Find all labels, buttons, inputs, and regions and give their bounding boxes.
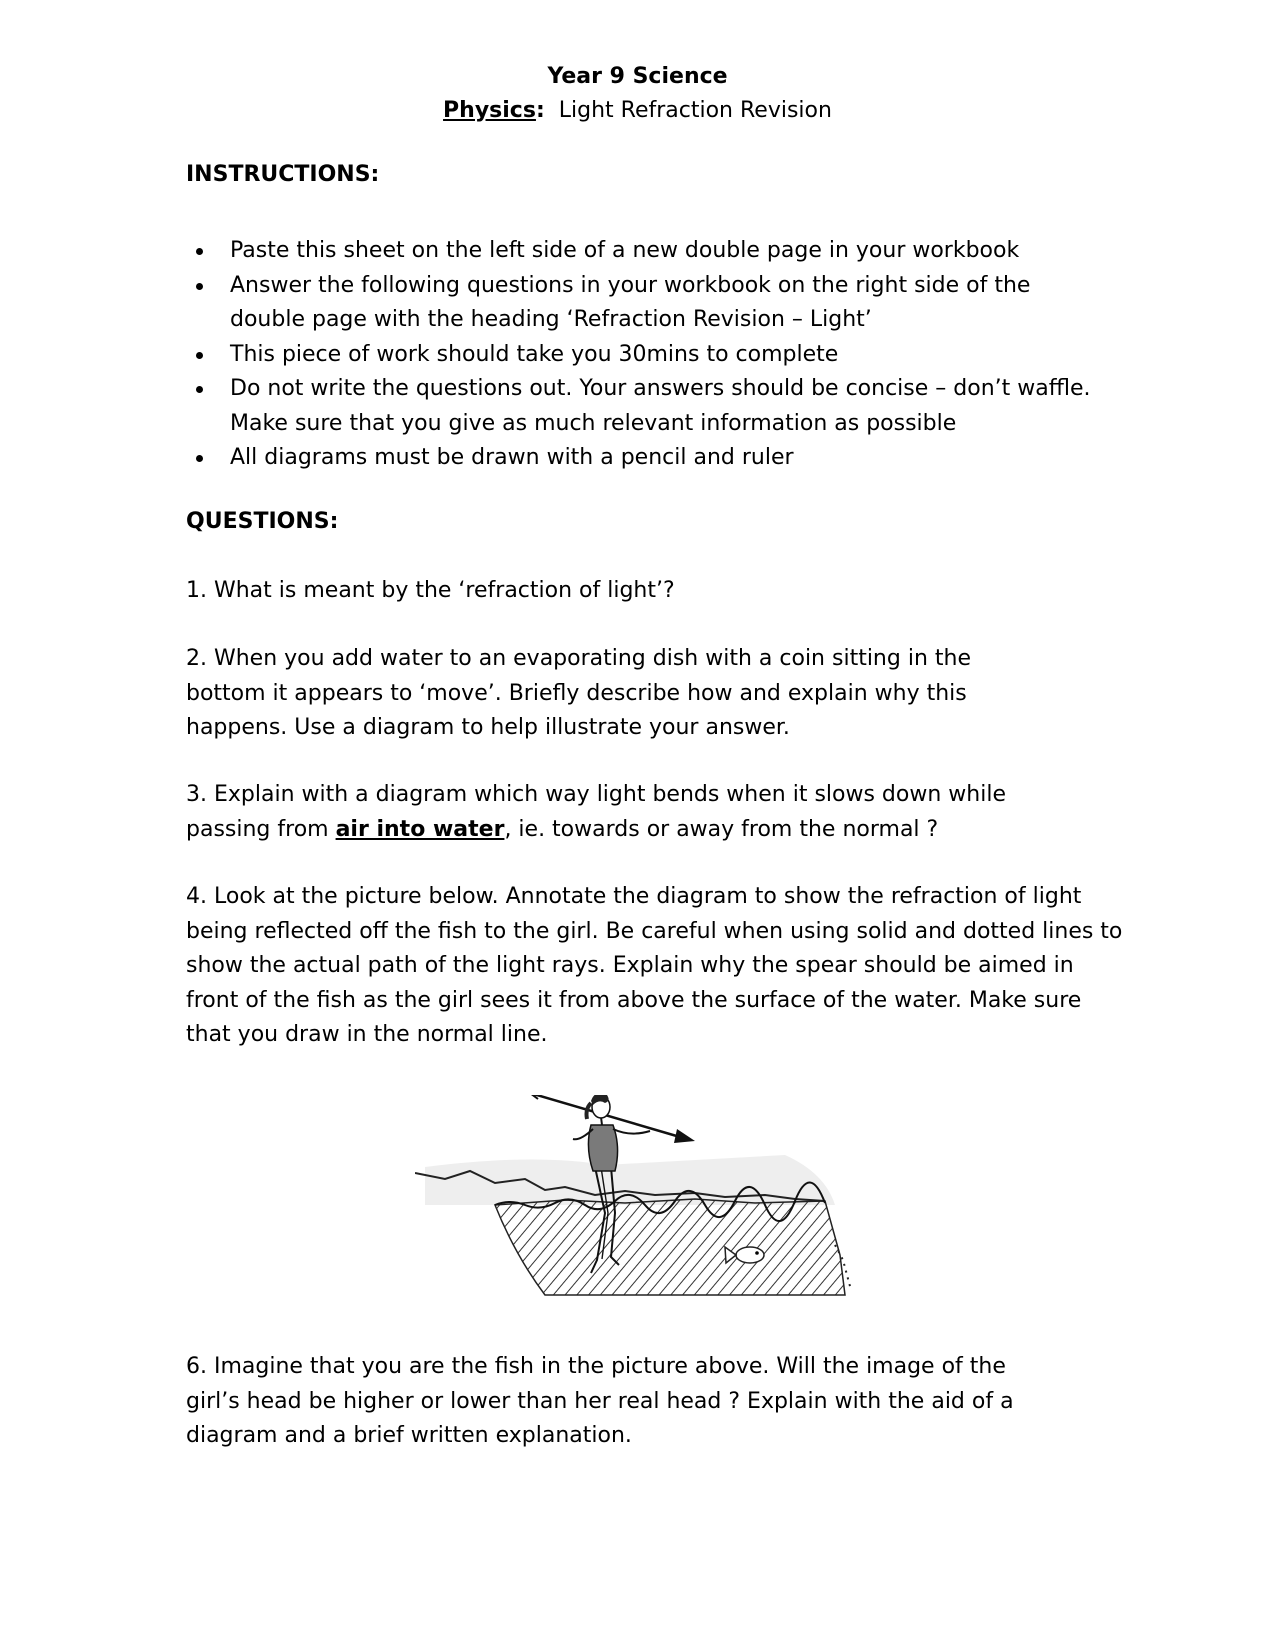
- instruction-item: Do not write the questions out. Your answers should be concise – don’t waffle. Make sure that you give as much relevant information as possible: [186, 372, 1106, 441]
- page-title: Year 9 Science: [547, 64, 728, 89]
- instruction-item: All diagrams must be drawn with a pencil and ruler: [186, 441, 1106, 476]
- page-subtitle: [0, 94, 1275, 128]
- question-6: 6. Imagine that you are the fish in the picture above. Will the image of the girl’s head be higher or lower than her real head ? Explain with the aid of a diagram and a brief written explanation.: [186, 1354, 1014, 1448]
- questions-heading: QUESTIONS:: [186, 509, 339, 534]
- instructions-heading: INSTRUCTIONS:: [186, 162, 380, 187]
- question-3-text-start: 3. Explain with a diagram which way light bends when it slows down while passing from: [186, 782, 1006, 842]
- question-3-emphasis: air into water: [335, 816, 505, 842]
- instruction-item: This piece of work should take you 30mins to complete: [186, 338, 1106, 373]
- question-2: 2. When you add water to an evaporating dish with a coin sitting in the bottom it appears to ‘move’. Briefly describe how and explain why this happens. Use a diagram to help illustrate your answer.: [186, 646, 971, 740]
- question-4: 4. Look at the picture below. Annotate the diagram to show the refraction of light being reflected off the fish to the girl. Be careful when using solid and dotted lines to show the actual path of the light rays. Explain why the spear should be aimed in front of the fish as the girl sees it from above the surface of the water. Make sure that you draw in the normal line.: [186, 884, 1123, 1047]
- instruction-item: Answer the following questions in your workbook on the right side of the double page with the heading ‘Refraction Revision – Light’: [186, 269, 1106, 338]
- instruction-item: Paste this sheet on the left side of a new double page in your workbook: [186, 234, 1106, 269]
- girl-spearfishing-illustration: [415, 1095, 875, 1325]
- subject-colon: :: [535, 98, 545, 123]
- subject-label: Physics: [443, 98, 536, 123]
- topic-label: Light Refraction Revision: [558, 98, 832, 123]
- question-3: [186, 778, 1006, 847]
- question-1: 1. What is meant by the ‘refraction of light’?: [186, 578, 675, 603]
- question-3-text-end: , ie. towards or away from the normal ?: [504, 816, 939, 842]
- instructions-list: [186, 234, 1106, 476]
